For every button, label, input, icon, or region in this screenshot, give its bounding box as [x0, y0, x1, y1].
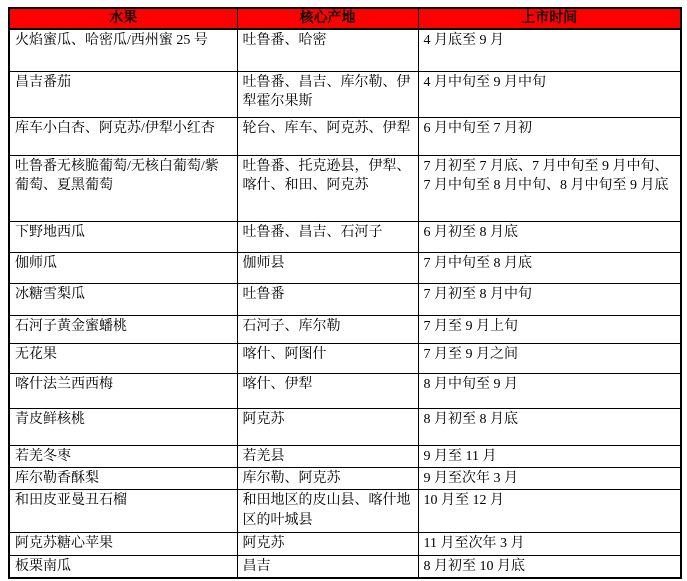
season-cell: 7 月至 9 月之间 — [418, 343, 681, 373]
fruit-cell: 冰糖雪梨瓜 — [9, 283, 237, 315]
season-cell: 6 月中旬至 7 月初 — [418, 117, 681, 155]
table-row — [9, 71, 681, 117]
table-row — [9, 373, 681, 408]
column-header-fruit: 水果 — [9, 8, 237, 29]
season-cell: 8 月初至 10 月底 — [418, 555, 681, 578]
fruit-cell: 昌吉番茄 — [9, 71, 237, 117]
table-row — [9, 155, 681, 221]
table-row — [9, 445, 681, 467]
season-cell: 7 月初至 8 月中旬 — [418, 283, 681, 315]
column-header-origin: 核心产地 — [237, 8, 418, 29]
fruit-cell: 板栗南瓜 — [9, 555, 237, 578]
table-row — [9, 343, 681, 373]
season-cell: 9 月至次年 3 月 — [418, 468, 681, 490]
season-cell: 4 月中旬至 9 月中旬 — [418, 71, 681, 117]
table-row — [9, 490, 681, 533]
season-cell: 11 月至次年 3 月 — [418, 533, 681, 555]
season-cell: 4 月底至 9 月 — [418, 29, 681, 71]
table-row — [9, 315, 681, 343]
fruit-cell: 吐鲁番无核脆葡萄/无核白葡萄/紫葡萄、夏黑葡萄 — [9, 155, 237, 221]
origin-cell: 石河子、库尔勒 — [237, 315, 418, 343]
column-header-season: 上市时间 — [418, 8, 681, 29]
table-row — [9, 221, 681, 252]
fruit-cell: 阿克苏糖心苹果 — [9, 533, 237, 555]
origin-cell: 阿克苏 — [237, 408, 418, 445]
table-row — [9, 468, 681, 490]
table-row — [9, 252, 681, 283]
origin-cell: 昌吉 — [237, 555, 418, 578]
season-cell: 7 月初至 7 月底、7 月中旬至 9 月中旬、7 月中旬至 8 月中旬、8 月中旬至 9 月底 — [418, 155, 681, 221]
fruit-cell: 石河子黄金蜜蟠桃 — [9, 315, 237, 343]
fruit-cell: 库车小白杏、阿克苏/伊犁小红杏 — [9, 117, 237, 155]
origin-cell: 阿克苏 — [237, 533, 418, 555]
table-row — [9, 283, 681, 315]
fruit-cell: 火焰蜜瓜、哈密瓜/西州蜜 25 号 — [9, 29, 237, 71]
origin-cell: 和田地区的皮山县、喀什地区的叶城县 — [237, 490, 418, 533]
origin-cell: 喀什、伊犁 — [237, 373, 418, 408]
table-row — [9, 533, 681, 555]
season-cell: 7 月中旬至 8 月底 — [418, 252, 681, 283]
season-cell: 7 月至 9 月上旬 — [418, 315, 681, 343]
season-cell: 8 月中旬至 9 月 — [418, 373, 681, 408]
table-row — [9, 29, 681, 71]
fruit-cell: 下野地西瓜 — [9, 221, 237, 252]
fruit-cell: 无花果 — [9, 343, 237, 373]
origin-cell: 轮台、库车、阿克苏、伊犁 — [237, 117, 418, 155]
season-cell: 8 月初至 8 月底 — [418, 408, 681, 445]
fruit-cell: 和田皮亚曼丑石榴 — [9, 490, 237, 533]
origin-cell: 吐鲁番 — [237, 283, 418, 315]
season-cell: 10 月至 12 月 — [418, 490, 681, 533]
origin-cell: 吐鲁番、昌吉、石河子 — [237, 221, 418, 252]
fruit-cell: 若羌冬枣 — [9, 445, 237, 467]
fruit-cell: 喀什法兰西西梅 — [9, 373, 237, 408]
origin-cell: 伽师县 — [237, 252, 418, 283]
fruit-season-table — [8, 7, 682, 579]
fruit-cell: 库尔勒香酥梨 — [9, 468, 237, 490]
origin-cell: 吐鲁番、托克逊县，伊犁、喀什、和田、阿克苏 — [237, 155, 418, 221]
origin-cell: 吐鲁番、哈密 — [237, 29, 418, 71]
fruit-cell: 伽师瓜 — [9, 252, 237, 283]
origin-cell: 库尔勒、阿克苏 — [237, 468, 418, 490]
origin-cell: 若羌县 — [237, 445, 418, 467]
header-row — [9, 8, 681, 29]
fruit-cell: 青皮鲜核桃 — [9, 408, 237, 445]
origin-cell: 喀什、阿图什 — [237, 343, 418, 373]
season-cell: 9 月至 11 月 — [418, 445, 681, 467]
season-cell: 6 月初至 8 月底 — [418, 221, 681, 252]
origin-cell: 吐鲁番、昌吉、库尔勒、伊犁霍尔果斯 — [237, 71, 418, 117]
table-row — [9, 408, 681, 445]
table-row — [9, 117, 681, 155]
table-row — [9, 555, 681, 578]
